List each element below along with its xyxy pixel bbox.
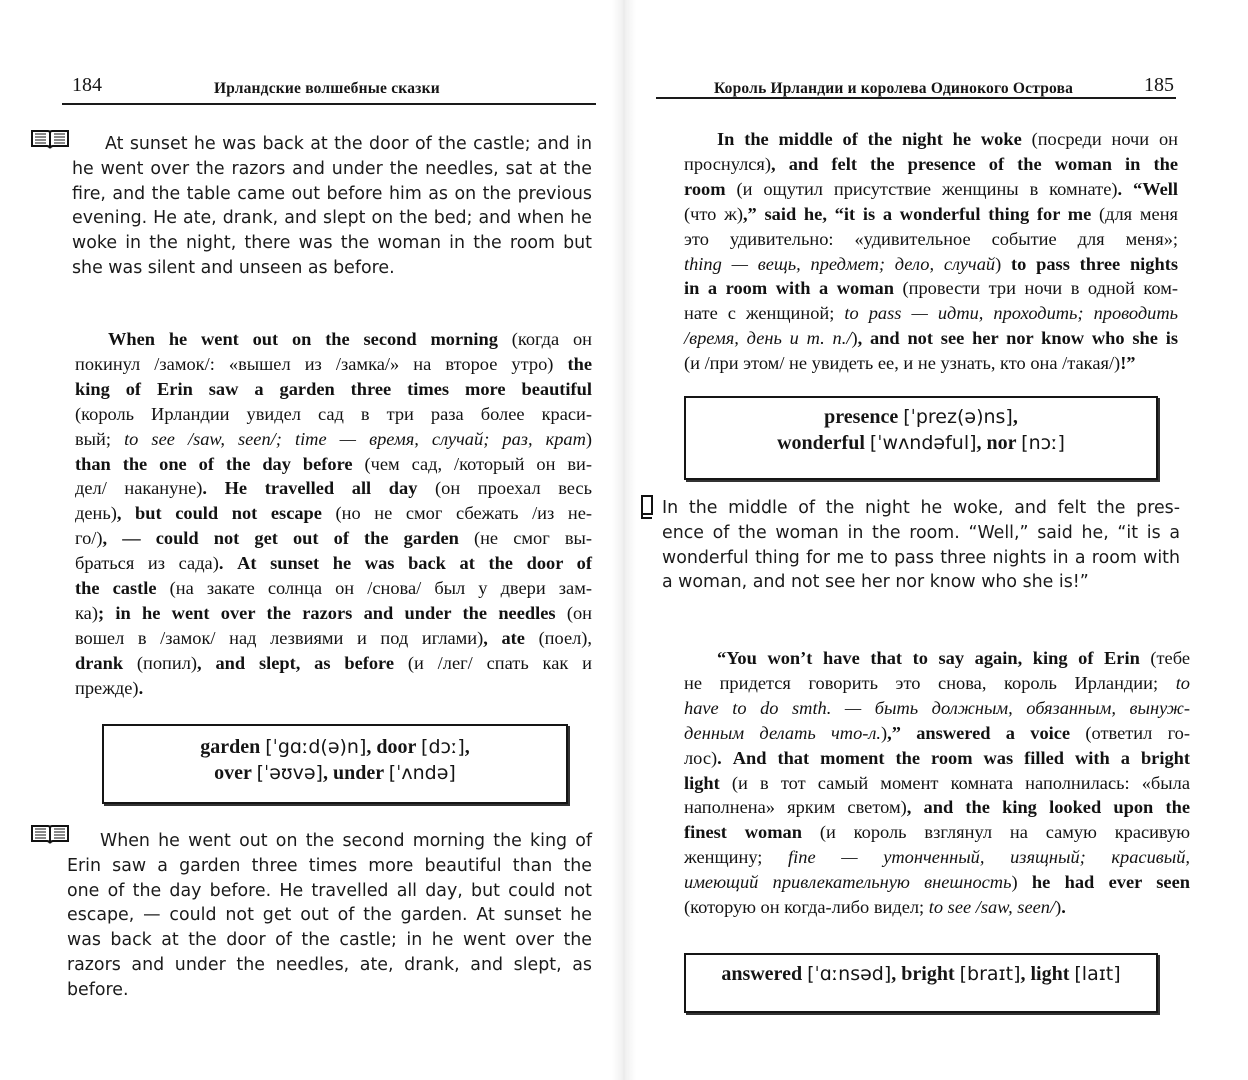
vocab-word: wonderful [777, 432, 870, 454]
vocab-word: garden [200, 736, 266, 758]
text-run: (что ж) [684, 203, 743, 224]
text-line [75, 576, 592, 601]
box-line [686, 961, 1156, 987]
text-run: , — could not get out of the garden [102, 528, 459, 549]
running-title: Король Ирландии и королева Одинокого Острова [714, 80, 1074, 97]
text-run: (но не смог сбежать /из не- [321, 503, 593, 524]
text-line: she was silent and unseen as before. [72, 257, 395, 278]
text-line [684, 351, 1178, 376]
text-line [75, 626, 592, 651]
text-run: finest woman [684, 822, 802, 843]
text-line [75, 402, 592, 427]
vocab-word: presence [824, 406, 904, 428]
text-run: When he went out on the second morning [108, 329, 498, 349]
text-line [684, 202, 1178, 227]
text-run: (и в тот самый момент комната наполнилась: «была [719, 772, 1190, 793]
text-line: escape, — could not get out of the garden. At sunset he [67, 905, 592, 926]
page-number: 185 [1144, 74, 1174, 96]
vocab-word: , under [322, 762, 389, 784]
text-run: (и ощутил присутствие женщины в комнате) [725, 178, 1118, 199]
text-line [684, 646, 1190, 671]
text-run: женщину; [684, 847, 789, 868]
text-line [75, 377, 592, 402]
left-page-header [0, 74, 622, 104]
transcription: [ˈgɑːd(ə)n] [265, 736, 367, 758]
text-line [75, 676, 592, 701]
page-number: 184 [72, 74, 102, 96]
text-run: имеющий привлекательную внешность [684, 872, 1012, 893]
text-run: to pass three nights [1011, 253, 1178, 274]
text-run: (король Ирландии увидел сад в три раза более краси- [75, 403, 592, 424]
transcription: [ˈɑːnsəd] [807, 963, 892, 985]
text-run: to pass — идти, проходить; проводить [844, 303, 1178, 324]
open-book-icon [30, 823, 70, 850]
text-line: In the middle of the night he woke, and felt the pres- [662, 498, 1180, 518]
text-line: fire, and the table came out before him as on the previous [72, 183, 592, 204]
text-run: , and felt the presence of the woman in the [771, 153, 1178, 174]
transcription: [laɪt] [1074, 963, 1121, 985]
text-run: дел/ накануне) [75, 478, 203, 499]
text-run: , ate [483, 627, 525, 648]
vocab-word: , [464, 736, 470, 758]
vocab-word: answered [721, 963, 808, 985]
text-run: (на закате солнца он /снова/ был у двери зам- [156, 578, 592, 599]
text-line [75, 476, 592, 501]
text-run: го/) [75, 528, 103, 549]
text-line [75, 526, 592, 551]
text-line: before. [67, 979, 129, 1000]
text-line [684, 276, 1178, 301]
box-line [686, 430, 1156, 456]
text-line [75, 501, 592, 526]
text-run: thing — вещь, предмет; дело, случай [684, 253, 996, 274]
text-run: вошел в /замок/ над лезвиями и под иглами) [75, 627, 484, 648]
text-run: нате с женщиной; [684, 303, 845, 324]
text-line [684, 177, 1178, 202]
text-line [684, 746, 1190, 771]
text-run: ) [851, 328, 858, 349]
transcription: [ˈwʌndəful] [869, 432, 977, 454]
vocab-word: , light [1020, 963, 1075, 985]
text-line [684, 895, 1190, 920]
text-run: лос) [684, 747, 718, 768]
text-run: (поел), [524, 627, 593, 648]
text-line: ence of the woman in the room. “Well,” said he, “it is a [662, 522, 1180, 543]
text-line: one of the day before. He travelled all day, but could not [67, 880, 592, 901]
transcription: [ˈprez(ə)ns] [903, 406, 1013, 428]
text-run: (он [555, 602, 592, 623]
text-run: have to do smth. — быть должным, обязанным, вынуж- [684, 697, 1190, 718]
text-run: ; in he went over the razors and under the needles [97, 602, 556, 623]
vocab-word: , [1012, 406, 1018, 428]
text-run: вый; [75, 428, 125, 449]
text-line: was back at the door of the castle; in he went over the [67, 930, 592, 951]
header-rule [62, 103, 596, 105]
text-line [684, 152, 1178, 177]
text-run: проснулся) [684, 153, 772, 174]
text-run: , and not see her nor know who she is [857, 328, 1178, 349]
transcription: [ˈəʊvə] [256, 762, 323, 784]
text-run: ) [881, 722, 888, 743]
text-run: (и /при этом/ не увидеть ее, и не узнать, кто она /такая/) [684, 353, 1121, 374]
text-run: , and the king looked upon the [906, 797, 1191, 818]
text-run: he had ever seen [1017, 872, 1190, 893]
text-run: (и /лег/ спать как и [394, 652, 592, 673]
english-paragraph [662, 496, 1180, 595]
text-line [75, 651, 592, 676]
text-run: than the one of the day before [75, 453, 353, 474]
text-run: покинул /замок/: «вышел из /замка/» на второе утро) [75, 353, 568, 374]
text-line [684, 252, 1178, 277]
text-line [684, 845, 1190, 870]
text-line: At sunset he was back at the door of the castle; and in [105, 134, 592, 154]
text-run: наполнена» ярким светом) [684, 797, 907, 818]
text-line: evening. He ate, drank, and slept on the bed; and when he [72, 208, 592, 229]
text-run: ) [1011, 872, 1018, 893]
text-run: . [1061, 897, 1066, 918]
text-line [75, 352, 592, 377]
bilingual-paragraph [684, 127, 1178, 376]
open-book-icon [30, 128, 70, 155]
text-line [684, 301, 1178, 326]
right-page-header [622, 74, 1248, 104]
text-line: When he went out on the second morning the king of [100, 831, 592, 851]
text-run: the castle [75, 578, 157, 599]
english-paragraph [72, 132, 592, 281]
text-line [75, 427, 592, 452]
text-run: In the middle of the night he woke [717, 129, 1022, 149]
text-run: (ответил го- [1070, 722, 1190, 743]
text-line [75, 327, 592, 352]
text-run: (которую он когда-либо видел; [684, 897, 929, 918]
text-line: wonderful thing for me to pass three nights in a room with [662, 547, 1180, 568]
text-run: to see /saw, seen/ [928, 897, 1056, 918]
english-paragraph [67, 829, 592, 1003]
text-run: fine — утонченный, изящный; красивый, [788, 847, 1191, 868]
left-page [0, 0, 622, 1080]
bookmark-icon [640, 495, 654, 524]
bilingual-paragraph [684, 646, 1190, 920]
text-run: , but could not escape [116, 503, 322, 524]
vocab-word: , bright [891, 963, 960, 985]
pronunciation-box [684, 396, 1158, 480]
text-line: a woman, and not see her nor know who she is!” [662, 572, 1089, 593]
text-run: прежде) [75, 677, 139, 698]
text-run: !” [1120, 353, 1136, 374]
running-title: Ирландские волшебные сказки [214, 80, 440, 97]
text-run: это удивительно: «удивительное событие для меня»; [684, 228, 1178, 249]
text-run: (посреди ночи он [1021, 129, 1178, 149]
text-run: (он проехал весь [417, 478, 592, 499]
text-run: денным делать что-л. [684, 722, 882, 743]
transcription: [braɪt] [959, 963, 1021, 985]
text-run: the [567, 353, 592, 374]
text-run: ) [995, 253, 1012, 274]
text-line [684, 771, 1190, 796]
text-line [684, 870, 1190, 895]
text-run: ,” answered a voice [887, 722, 1071, 743]
text-line [684, 326, 1178, 351]
text-run: ) [1055, 897, 1062, 918]
text-run: (и король взглянул на самую красивую [801, 822, 1190, 843]
text-run: . He travelled all day [202, 478, 418, 499]
text-run: (провести три ночи в одной ком- [893, 278, 1178, 299]
text-run: king of Erin saw a garden three times more beautiful [75, 378, 592, 399]
text-run: (когда он [497, 329, 593, 349]
text-run: ) [585, 428, 592, 449]
text-run: light [684, 772, 720, 793]
right-page [622, 0, 1248, 1080]
text-run: (чем сад, /который он ви- [352, 453, 592, 474]
text-line [684, 127, 1178, 152]
transcription: [dɔː] [421, 736, 465, 758]
text-run: (тебе [1139, 648, 1190, 668]
box-line [104, 734, 566, 760]
text-run: ка) [75, 602, 98, 623]
text-line [684, 820, 1190, 845]
text-line [684, 671, 1190, 696]
text-run: , and slept, as before [197, 652, 395, 673]
transcription: [nɔː] [1021, 432, 1065, 454]
text-run: . And that moment the room was filled with a bright [717, 747, 1190, 768]
text-run: . “Well [1117, 178, 1178, 199]
text-run: браться из сада) [75, 553, 219, 574]
header-rule [656, 97, 1176, 99]
text-run: не придется говорить это снова, король Ирландии; [684, 672, 1176, 693]
text-run: день) [75, 503, 117, 524]
text-run: . [138, 677, 144, 698]
text-line [75, 452, 592, 477]
bilingual-paragraph [75, 327, 592, 701]
text-run: . At sunset he was back at the door of [218, 553, 592, 574]
transcription: [ˈʌndə] [388, 762, 456, 784]
text-line [684, 795, 1190, 820]
text-run: (попил) [123, 652, 198, 673]
text-line [75, 601, 592, 626]
pronunciation-box [102, 724, 568, 804]
text-line: he went over the razors and under the needles, sat at the [72, 158, 592, 179]
text-run: to see /saw, seen/; time — время, случай; раз, крат [124, 428, 586, 449]
text-run: (для меня [1091, 203, 1178, 224]
box-line [104, 760, 566, 786]
vocab-word: , nor [976, 432, 1022, 454]
text-run: drank [75, 652, 124, 673]
vocab-word: , door [366, 736, 422, 758]
text-run: (не смог вы- [458, 528, 593, 549]
text-line [75, 551, 592, 576]
text-run: /время, день и т. п./ [684, 328, 852, 349]
text-line: woke in the night, there was the woman in the room but [72, 233, 592, 254]
text-line: razors and under the needles, ate, drank, and slept, as [67, 954, 592, 975]
text-run: “You won’t have that to say again, king of Erin [717, 648, 1140, 668]
box-line [686, 404, 1156, 430]
text-line [684, 227, 1178, 252]
text-line [684, 721, 1190, 746]
text-run: to [1175, 672, 1190, 693]
text-run: in a room with a woman [684, 278, 894, 299]
vocab-word: over [214, 762, 257, 784]
text-line [684, 696, 1190, 721]
text-run: room [684, 178, 726, 199]
pronunciation-box [684, 953, 1158, 1013]
text-run: ,” said he, “it is a wonderful thing for me [742, 203, 1092, 224]
text-line: Erin saw a garden three times more beautiful than the [67, 855, 592, 876]
